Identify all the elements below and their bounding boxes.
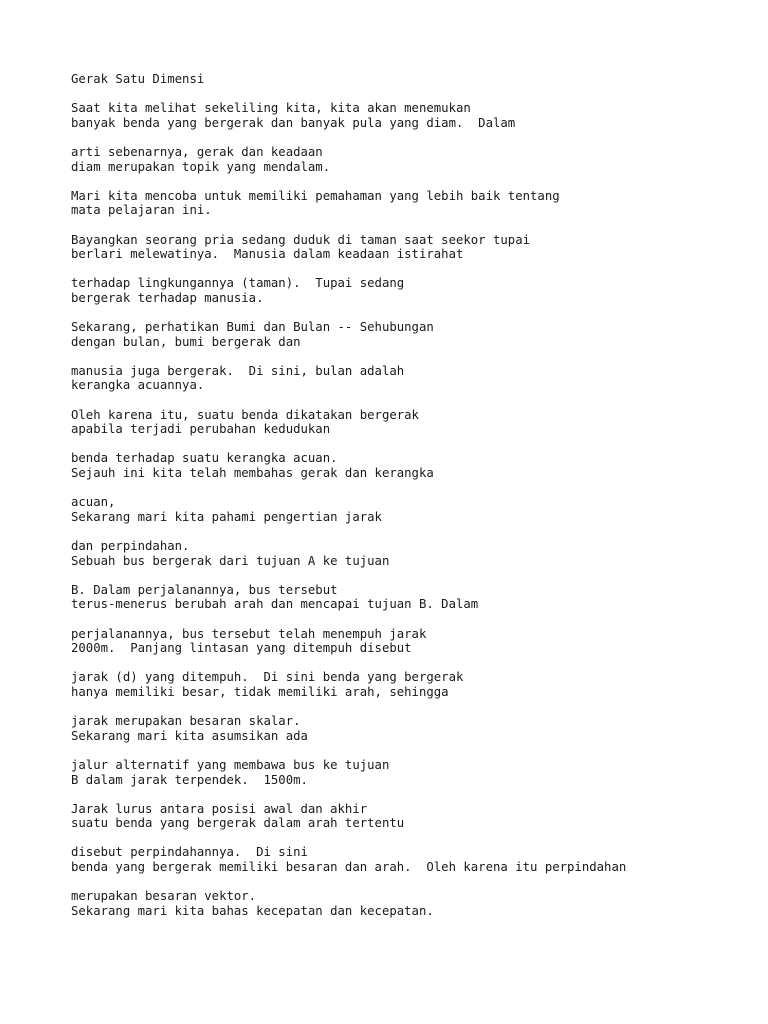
text-line: Mari kita mencoba untuk memiliki pemahaman yang lebih baik tentang: [71, 188, 560, 203]
text-line: hanya memiliki besar, tidak memiliki arah, sehingga: [71, 684, 449, 699]
text-line: 2000m. Panjang lintasan yang ditempuh disebut: [71, 641, 412, 656]
paragraph: [71, 583, 751, 612]
document-body: [71, 72, 751, 933]
text-line: jalur alternatif yang membawa bus ke tujuan: [71, 757, 390, 772]
text-line: dengan bulan, bumi bergerak dan: [71, 334, 301, 349]
text-line: Sekarang mari kita bahas kecepatan dan kecepatan.: [71, 903, 434, 918]
text-line: kerangka acuannya.: [71, 378, 205, 393]
paragraph: [71, 320, 751, 349]
text-line: dan perpindahan.: [71, 539, 190, 553]
text-line: B. Dalam perjalanannya, bus tersebut: [71, 582, 338, 597]
paragraph: [71, 145, 751, 174]
document-title: Gerak Satu Dimensi: [71, 72, 205, 86]
text-line: acuan,: [71, 495, 116, 510]
text-line: jarak (d) yang ditempuh. Di sini benda yang bergerak: [71, 670, 464, 685]
paragraph: [71, 233, 751, 262]
paragraph: [71, 451, 751, 480]
text-line: mata pelajaran ini.: [71, 203, 212, 218]
paragraph: [71, 627, 751, 656]
text-line: Oleh karena itu, suatu benda dikatakan bergerak: [71, 407, 419, 422]
text-line: Sejauh ini kita telah membahas gerak dan kerangka: [71, 466, 434, 481]
paragraph: [71, 714, 751, 743]
text-line: Bayangkan seorang pria sedang duduk di taman saat seekor tupai: [71, 232, 531, 247]
text-line: Sekarang mari kita asumsikan ada: [71, 728, 308, 743]
paragraph: [71, 539, 751, 568]
paragraph: [71, 758, 751, 787]
text-line: Sekarang mari kita pahami pengertian jarak: [71, 509, 382, 524]
paragraph: [71, 802, 751, 831]
text-line: Saat kita melihat sekeliling kita, kita akan menemukan: [71, 101, 471, 116]
text-line: banyak benda yang bergerak dan banyak pula yang diam. Dalam: [71, 115, 516, 130]
text-line: terus-menerus berubah arah dan mencapai tujuan B. Dalam: [71, 597, 479, 612]
paragraph: [71, 101, 751, 130]
text-line: manusia juga bergerak. Di sini, bulan adalah: [71, 363, 405, 378]
text-line: benda terhadap suatu kerangka acuan.: [71, 451, 338, 466]
text-line: benda yang bergerak memiliki besaran dan arah. Oleh karena itu perpindahan: [71, 860, 627, 875]
paragraph: [71, 670, 751, 699]
paragraph-list: [71, 101, 751, 918]
text-line: bergerak terhadap manusia.: [71, 290, 264, 305]
text-line: apabila terjadi perubahan kedudukan: [71, 422, 331, 437]
text-line: arti sebenarnya, gerak dan keadaan: [71, 144, 323, 159]
paragraph: [71, 364, 751, 393]
paragraph: [71, 495, 751, 524]
text-line: suatu benda yang bergerak dalam arah tertentu: [71, 816, 405, 831]
text-line: Sekarang, perhatikan Bumi dan Bulan -- Sehubungan: [71, 320, 434, 335]
paragraph: [71, 408, 751, 437]
text-line: terhadap lingkungannya (taman). Tupai sedang: [71, 276, 405, 291]
text-line: merupakan besaran vektor.: [71, 889, 257, 904]
text-line: Jarak lurus antara posisi awal dan akhir: [71, 801, 368, 816]
paragraph: [71, 189, 751, 218]
paragraph: [71, 889, 751, 918]
text-line: diam merupakan topik yang mendalam.: [71, 159, 331, 174]
text-line: perjalanannya, bus tersebut telah menempuh jarak: [71, 626, 427, 641]
text-line: Sebuah bus bergerak dari tujuan A ke tujuan: [71, 553, 390, 568]
text-line: B dalam jarak terpendek. 1500m.: [71, 772, 308, 787]
paragraph: [71, 276, 751, 305]
text-line: berlari melewatinya. Manusia dalam keadaan istirahat: [71, 247, 464, 262]
paragraph: [71, 845, 751, 874]
text-line: disebut perpindahannya. Di sini: [71, 845, 308, 860]
text-line: jarak merupakan besaran skalar.: [71, 714, 301, 729]
